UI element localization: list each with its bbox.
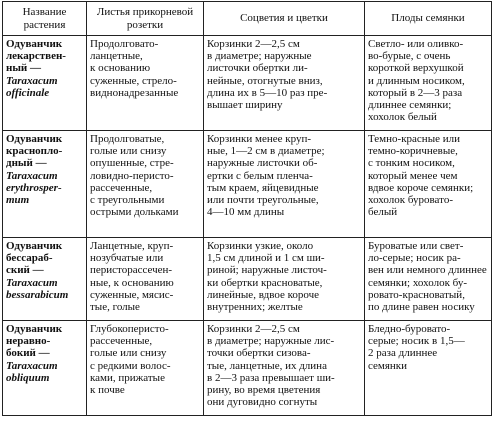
cell-text-line: рассеченные,: [90, 335, 153, 348]
flowers-cell: [204, 36, 365, 131]
cell-text-line: тые, голые: [90, 301, 140, 314]
species-cell: [3, 238, 87, 321]
cell-text-line: ровато-красноватый,: [368, 288, 465, 301]
cell-text-line: рассеченные,: [90, 181, 153, 194]
cell-text-line: суженные, мясис-: [90, 288, 174, 301]
cell-text-line: бессараб-: [6, 252, 53, 265]
cell-text-line: Корзинки 2—2,5 см: [207, 38, 300, 50]
cell-text-line: Глубокоперисто-: [90, 323, 169, 335]
cell-text-line: голые или снизу: [90, 145, 167, 158]
cell-text-line: с треугольными: [90, 194, 165, 207]
cell-text-line: Одуванчик: [6, 38, 63, 50]
cell-text-line: наружные листочки об-: [207, 157, 318, 170]
cell-text-line: вышает ширину: [207, 99, 283, 112]
cell-text-line: длиннее семянки;: [368, 99, 452, 112]
cell-text-line: вен или немного длиннее: [368, 264, 487, 277]
table-body: [3, 36, 492, 416]
table-row: [3, 131, 492, 238]
fruits-cell: [365, 131, 492, 238]
header-plant-name: [3, 2, 87, 36]
leaves-cell: [87, 321, 204, 416]
table-row: [3, 238, 492, 321]
cell-text-line: к почве: [90, 384, 125, 397]
cell-text-line: Продолговатые,: [90, 133, 165, 145]
cell-text-line: точки обертки сизова-: [207, 347, 311, 360]
table-row: [3, 36, 492, 131]
latin-name-line: Taraxacum: [6, 74, 58, 87]
cell-text-line: темно-коричневые,: [368, 145, 458, 158]
cell-text-line: семянки; хохолок бу-: [368, 276, 468, 289]
cell-text-line: ками, прижатые: [90, 371, 165, 384]
flowers-cell: [204, 131, 365, 238]
cell-text-line: длина их в 5—10 раз пре-: [207, 86, 328, 99]
cell-text-line: 2 раза длиннее: [368, 347, 438, 360]
cell-text-line: тые, ланцетные, их длина: [207, 359, 327, 372]
cell-text-line: внутренних; желтые: [207, 301, 303, 314]
species-cell: [3, 36, 87, 131]
cell-text-line: ные, к основанию: [90, 276, 174, 289]
species-cell: [3, 131, 87, 238]
cell-text-line: 4—10 мм длины: [207, 206, 285, 219]
cell-text-line: голые или снизу: [90, 347, 167, 360]
species-cell: [3, 321, 87, 416]
table-wrapper: [2, 1, 491, 416]
cell-text-line: ки обертки красноватые,: [207, 276, 323, 289]
cell-text-line: 1,5 см длиной и 1 см ши-: [207, 252, 325, 265]
header-text: растения: [23, 18, 66, 31]
header-leaves: [87, 2, 204, 36]
header-text: Соцветия и цветки: [240, 12, 328, 25]
cell-text-line: по длине равен носику: [368, 301, 475, 314]
leaves-cell: [87, 36, 204, 131]
cell-text-line: лекарствен-: [6, 50, 66, 63]
cell-text-line: Одуванчик: [6, 240, 63, 252]
latin-name-line: Taraxacum: [6, 359, 58, 372]
table-row: [3, 321, 492, 416]
latin-name-line: Taraxacum: [6, 276, 58, 289]
fruits-cell: [365, 36, 492, 131]
header-fruits: [365, 2, 492, 36]
cell-text-line: виднонадрезанные: [90, 86, 179, 99]
cell-text-line: линейные, вдвое короче: [207, 288, 320, 301]
cell-text-line: ные, 1—2 см в диаметре;: [207, 145, 325, 158]
cell-text-line: они дуговидно согнуты: [207, 396, 318, 409]
latin-name-line: bessarabicum: [6, 288, 69, 301]
cell-text-line: риной; наружные листоч-: [207, 264, 327, 277]
cell-text-line: в 2—3 раза превышает ши-: [207, 371, 335, 384]
cell-text-line: тым краем, яйцевидные: [207, 181, 319, 194]
flowers-cell: [204, 321, 365, 416]
latin-name-line: erythrosper-: [6, 181, 62, 194]
cell-text-line: Корзинки узкие, около: [207, 240, 314, 252]
header-text: Название: [22, 6, 67, 19]
cell-text-line: белый: [368, 206, 398, 219]
cell-text-line: Корзинки менее круп-: [207, 133, 312, 145]
header-row: [3, 2, 492, 36]
cell-text-line: серые; носик в 1,5—: [368, 335, 465, 348]
cell-text-line: в диаметре; наружные: [207, 50, 312, 63]
cell-text-line: короткой верхушкой: [368, 62, 464, 75]
cell-text-line: Продолговато-: [90, 38, 159, 50]
cell-text-line: краснопло-: [6, 145, 63, 158]
header-text: Плоды семянки: [391, 12, 465, 25]
cell-text-line: рину, во время цветения: [207, 384, 321, 397]
leaves-cell: [87, 131, 204, 238]
cell-text-line: к основанию: [90, 62, 151, 75]
cell-text-line: бокий —: [6, 347, 50, 360]
cell-text-line: ертки с белым пленча-: [207, 169, 313, 182]
table-header: [3, 2, 492, 36]
header-text: розетки: [126, 18, 164, 31]
cell-text-line: ло-серые; носик ра-: [368, 252, 461, 265]
latin-name-line: officinale: [6, 86, 50, 99]
dandelion-species-table: [2, 1, 492, 416]
cell-text-line: ный —: [6, 62, 42, 75]
cell-text-line: острыми дольками: [90, 206, 179, 219]
latin-name-line: mum: [6, 194, 30, 207]
cell-text-line: нейные, отогнутые вниз,: [207, 74, 323, 87]
latin-name-line: obliquum: [6, 371, 50, 384]
cell-text-line: Ланцетные, круп-: [90, 240, 174, 252]
cell-text-line: и длинным носиком,: [368, 74, 465, 87]
cell-text-line: нозубчатые или: [90, 252, 164, 265]
cell-text-line: который менее чем: [368, 169, 458, 182]
cell-text-line: Одуванчик: [6, 323, 63, 335]
cell-text-line: семянки: [368, 359, 408, 372]
cell-text-line: Корзинки 2—2,5 см: [207, 323, 300, 335]
cell-text-line: в диаметре; наружные лис-: [207, 335, 335, 348]
flowers-cell: [204, 238, 365, 321]
cell-text-line: ский —: [6, 264, 44, 277]
cell-text-line: с редкими волос-: [90, 359, 171, 372]
cell-text-line: хохолок буровато-: [368, 194, 453, 207]
cell-text-line: Одуванчик: [6, 133, 63, 145]
fruits-cell: [365, 321, 492, 416]
cell-text-line: с тонким носиком,: [368, 157, 455, 170]
header-flowers: [204, 2, 365, 36]
cell-text-line: опушенные, стре-: [90, 157, 174, 170]
cell-text-line: который в 2—3 раза: [368, 86, 463, 99]
leaves-cell: [87, 238, 204, 321]
fruits-cell: [365, 238, 492, 321]
cell-text-line: Светло- или оливко-: [368, 38, 464, 50]
cell-text-line: во-бурые, с очень: [368, 50, 451, 63]
cell-text-line: хохолок белый: [368, 111, 437, 124]
latin-name-line: Taraxacum: [6, 169, 58, 182]
header-text: Листья прикорневой: [96, 6, 194, 19]
cell-text-line: Темно-красные или: [368, 133, 460, 145]
cell-text-line: или почти треугольные,: [207, 194, 319, 207]
cell-text-line: перисторассечен-: [90, 264, 173, 277]
cell-text-line: Буроватые или свет-: [368, 240, 464, 252]
cell-text-line: неравно-: [6, 335, 51, 348]
cell-text-line: вдвое короче семянки;: [368, 181, 474, 194]
cell-text-line: суженные, стрело-: [90, 74, 177, 87]
cell-text-line: дный —: [6, 157, 47, 170]
cell-text-line: листочки обертки ли-: [207, 62, 308, 75]
cell-text-line: ланцетные,: [90, 50, 143, 63]
cell-text-line: ловидно-перисто-: [90, 169, 174, 182]
cell-text-line: Бледно-буровато-: [368, 323, 451, 335]
